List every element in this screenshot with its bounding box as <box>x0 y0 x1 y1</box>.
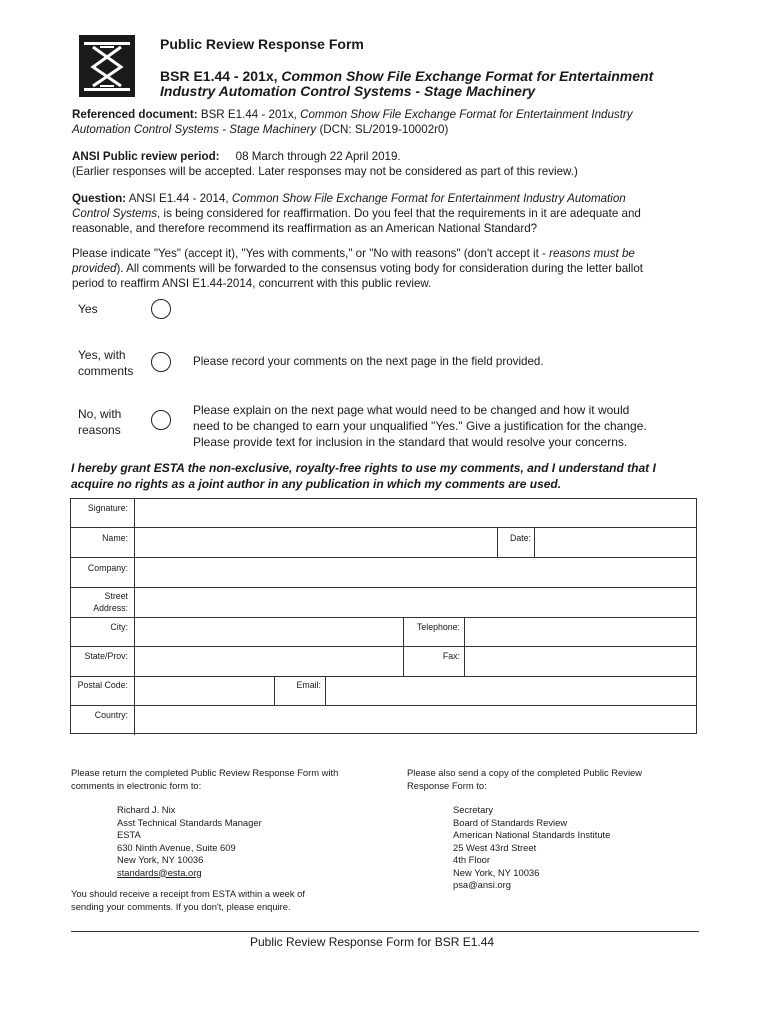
telephone-label: Telephone: <box>416 622 460 632</box>
contact-form <box>70 498 697 734</box>
document-title: BSR E1.44 - 201x, Common Show File Exchange Format for Entertainment Industry Automation Control Systems - Stage Machinery <box>160 68 654 99</box>
signature-label: Signature: <box>87 503 128 513</box>
date-field[interactable] <box>535 528 697 557</box>
postal-code-field[interactable] <box>135 677 274 705</box>
review-period: ANSI Public review period: 08 March through 22 April 2019. (Earlier responses will be accepted. Later responses may not be considered as part of this review.) <box>72 150 578 178</box>
footer-divider <box>71 931 699 932</box>
signature-field[interactable] <box>135 499 697 527</box>
fax-label: Fax: <box>442 651 460 661</box>
receipt-note: You should receive a receipt from ESTA within a week of sending your comments. If you don't, please enquire. <box>71 888 305 912</box>
ansi-email: psa@ansi.org <box>453 879 511 890</box>
postal-code-label: Postal Code: <box>77 680 128 690</box>
country-label: Country: <box>94 710 128 720</box>
email-label: Email: <box>296 680 321 690</box>
referenced-document: Referenced document: BSR E1.44 - 201x, Common Show File Exchange Format for Entertainment Industry Automation Control Systems - Stage Machinery (DCN: SL/2019-10002r0) <box>72 108 633 136</box>
name-field[interactable] <box>135 528 497 557</box>
company-label: Company: <box>87 563 128 573</box>
return-instructions: Please return the completed Public Review Response Form with comments in electronic form to: <box>71 767 339 791</box>
date-label: Date: <box>509 533 531 543</box>
street-address-field[interactable] <box>135 588 697 617</box>
rights-grant-statement: I hereby grant ESTA the non-exclusive, royalty-free rights to use my comments, and I understand that I acquire no rights as a joint author in any publication in which my comments are used. <box>71 461 656 491</box>
esta-logo <box>79 35 135 97</box>
option-yes-with-comments-radio[interactable] <box>151 352 171 372</box>
fax-field[interactable] <box>465 647 697 676</box>
option-no-with-reasons-radio[interactable] <box>151 410 171 430</box>
option-yes-with-comments-label: Yes, with comments <box>78 348 134 378</box>
question: Question: ANSI E1.44 - 2014, Common Show File Exchange Format for Entertainment Industry Automation Control Systems, is being considered for reaffirmation. Do you feel that the requirements in it are adequate and reasonable, and therefore recommend its reaffirmation as an American National Standard? <box>72 192 641 235</box>
option-yes-radio[interactable] <box>151 299 171 319</box>
street-address-label: Street Address: <box>93 591 128 613</box>
city-field[interactable] <box>135 618 403 646</box>
name-label: Name: <box>102 533 128 543</box>
city-label: City: <box>110 622 128 632</box>
company-field[interactable] <box>135 558 697 587</box>
option-yes-with-comments-note: Please record your comments on the next page in the field provided. <box>193 355 544 368</box>
esta-email-link[interactable]: standards@esta.org <box>117 866 202 878</box>
country-field[interactable] <box>135 706 697 735</box>
esta-address: Richard J. Nix Asst Technical Standards Manager ESTA 630 Ninth Avenue, Suite 609 New York, NY 10036 standards@esta.org <box>117 804 262 878</box>
form-title: Public Review Response Form <box>160 36 364 52</box>
state-province-label: State/Prov: <box>84 651 128 661</box>
option-no-with-reasons-label: No, with reasons <box>78 407 122 437</box>
option-no-with-reasons-note: Please explain on the next page what would need to be changed and how it would need to be changed to earn your unqualified "Yes." Give a justification for the change. Please provide text for inclusion in the standard that would resolve your concerns. <box>193 403 647 449</box>
instructions: Please indicate "Yes" (accept it), "Yes with comments," or "No with reasons" (don't accept it - reasons must be provided). All comments will be forwarded to the consensus voting body for consideration during the letter ballot period to reaffirm ANSI E1.44-2014, concurrent with this public review. <box>72 247 643 290</box>
copy-instructions: Please also send a copy of the completed Public Review Response Form to: <box>407 767 643 791</box>
option-yes-label: Yes <box>78 302 98 316</box>
email-field[interactable] <box>326 677 697 705</box>
state-province-field[interactable] <box>135 647 403 676</box>
telephone-field[interactable] <box>465 618 697 646</box>
ansi-address: Secretary Board of Standards Review American National Standards Institute 25 West 43rd Street 4th Floor New York, NY 10036 psa@ansi.org <box>453 804 611 890</box>
page-footer: Public Review Response Form for BSR E1.44 <box>250 935 495 949</box>
